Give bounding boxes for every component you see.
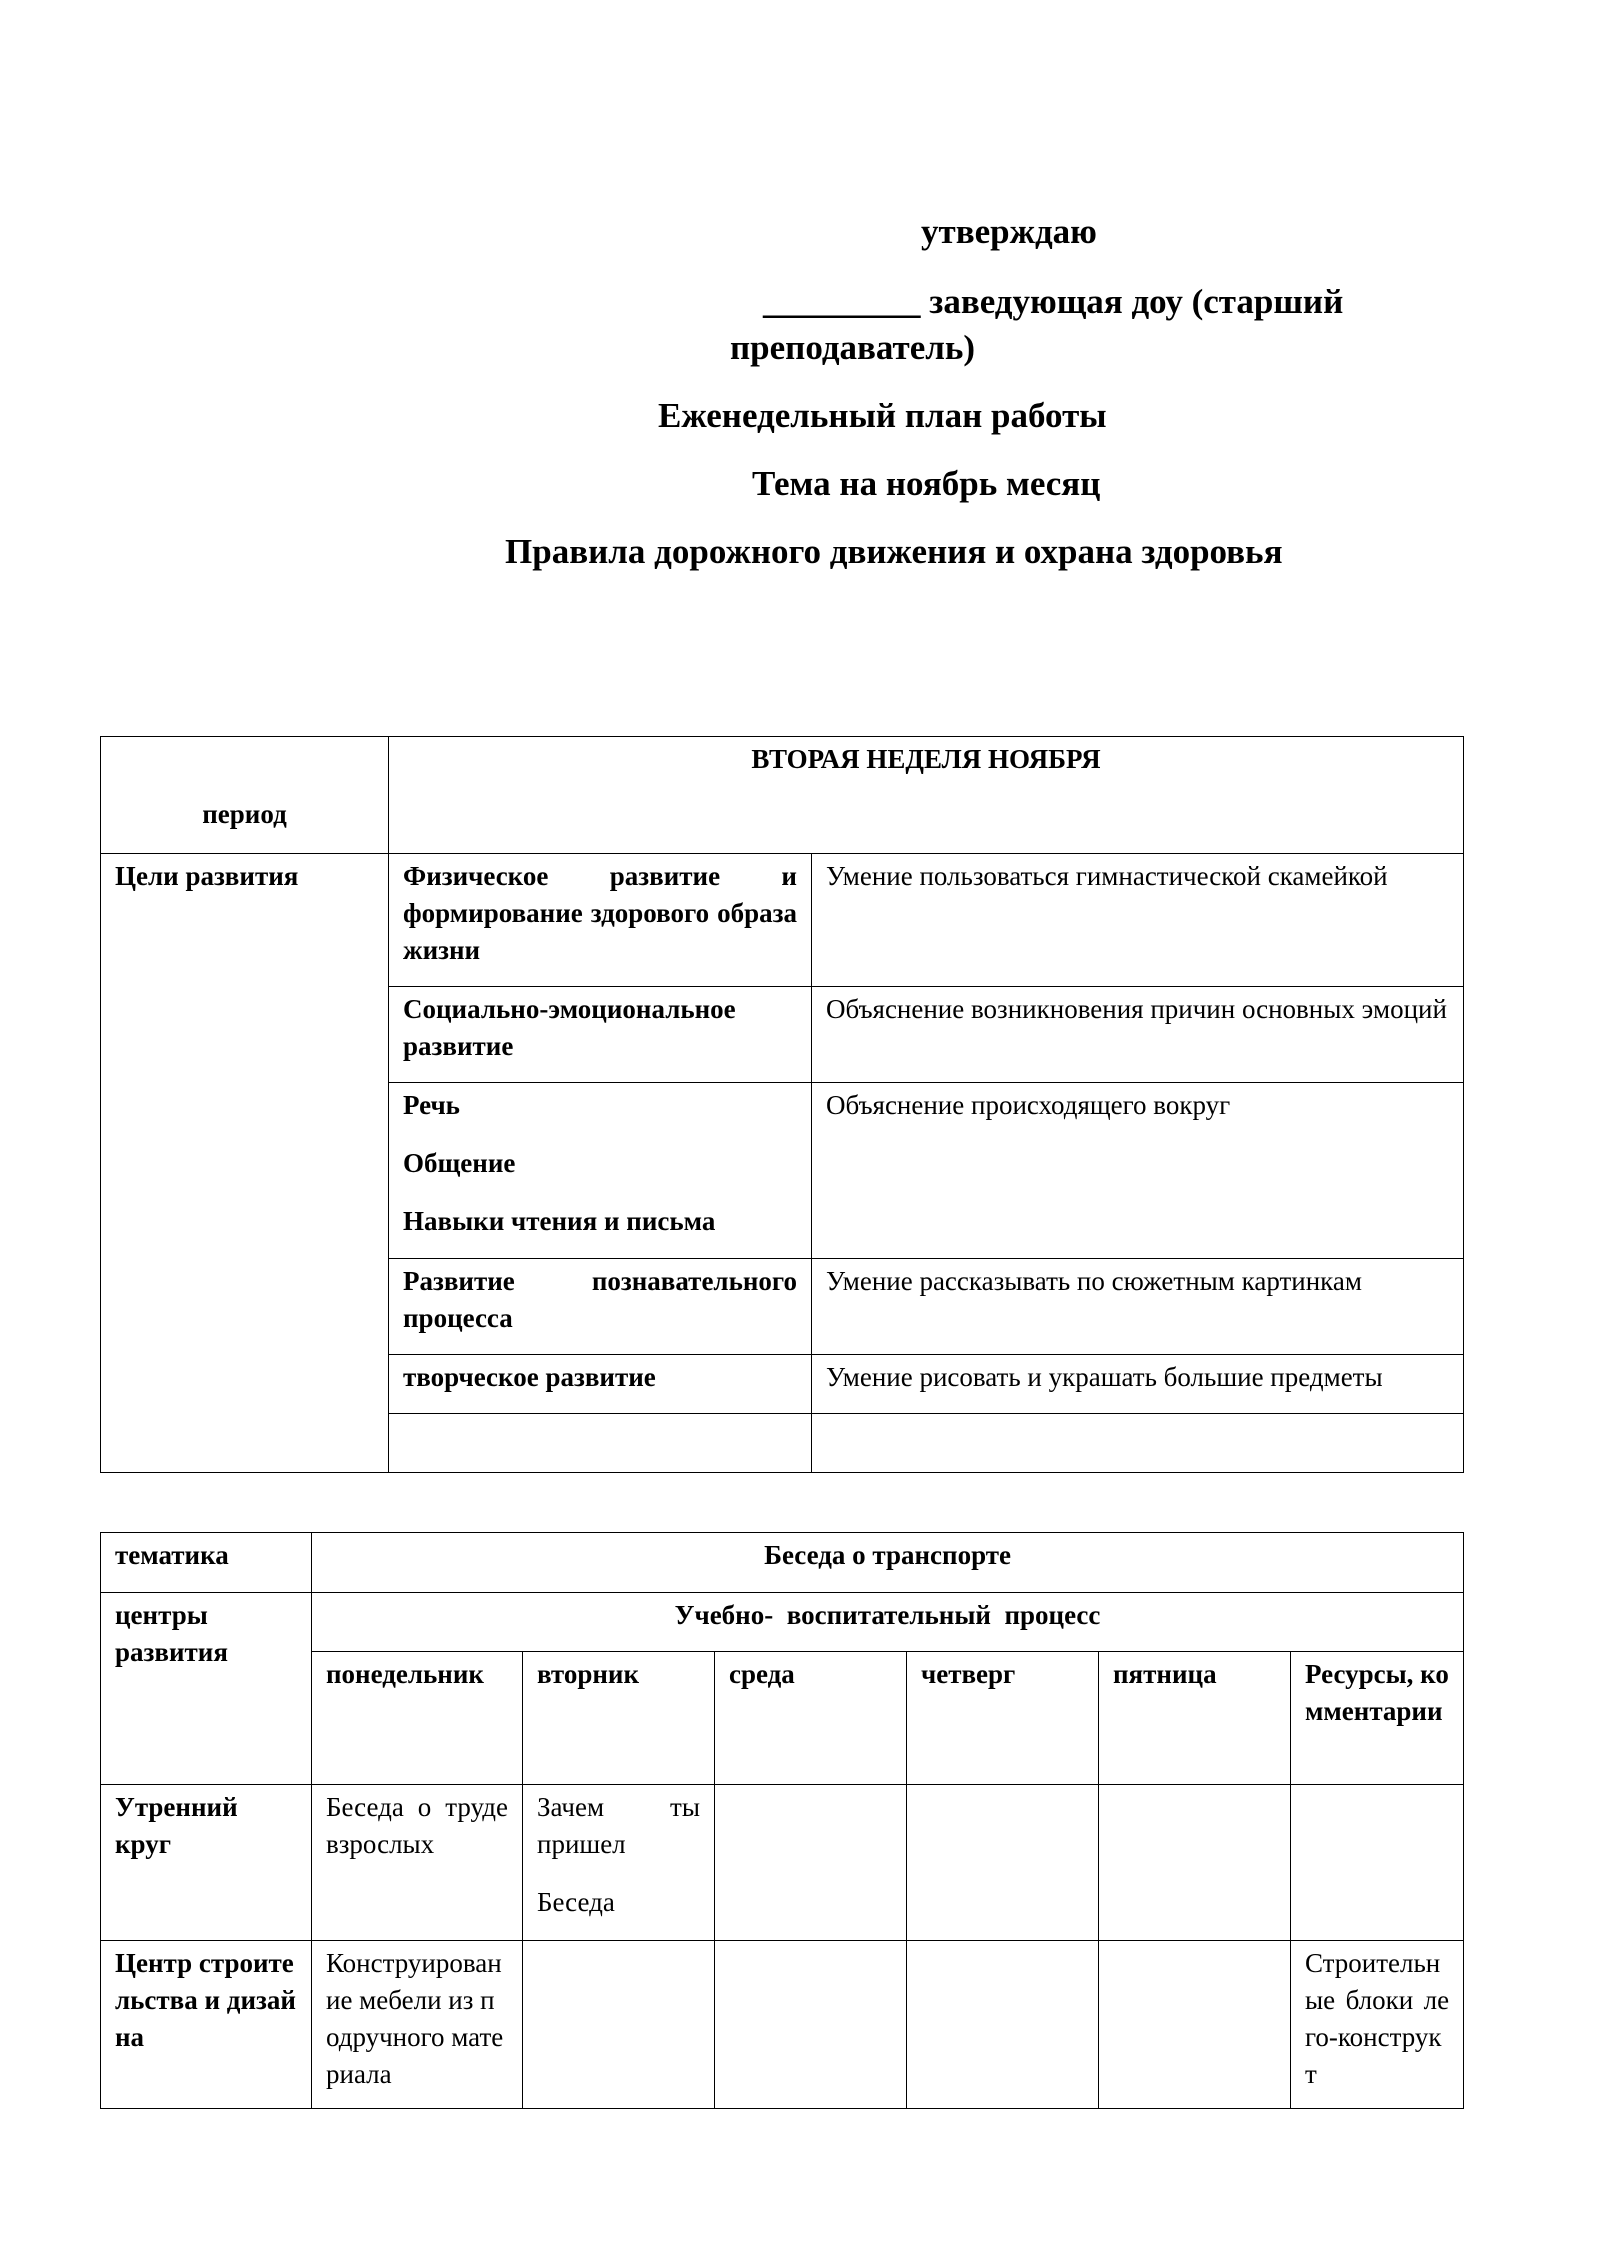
- day-wednesday: среда: [715, 1652, 907, 1785]
- area-cell: [389, 987, 812, 1083]
- area-text: Общение: [403, 1148, 516, 1178]
- resources-cell: [1291, 1785, 1464, 1941]
- process-header: Учебно- воспитательный процесс: [312, 1593, 1464, 1652]
- row-label-morning-circle: Утренний круг: [101, 1785, 312, 1941]
- day-friday: пятница: [1099, 1652, 1291, 1785]
- weekly-goals-table: [100, 736, 1464, 1473]
- day-monday: понедельник: [312, 1652, 523, 1785]
- row-label-construction-center: Центр строительства и дизайна: [101, 1941, 312, 2109]
- area-cell: [389, 1355, 812, 1414]
- head-signature-line-2: преподаватель): [730, 328, 976, 367]
- week-header: ВТОРАЯ НЕДЕЛЯ НОЯБРЯ: [389, 737, 1464, 854]
- day-tuesday: вторник: [523, 1652, 715, 1785]
- goal-cell: Умение рассказывать по сюжетным картинкам: [812, 1259, 1464, 1355]
- friday-cell: [1099, 1785, 1291, 1941]
- goal-cell: Умение пользоваться гимнастической скамейкой: [812, 854, 1464, 987]
- rules-title: Правила дорожного движения и охрана здоровья: [505, 532, 1283, 571]
- topic-value: Беседа о транспорте: [312, 1533, 1464, 1593]
- cell-text: Зачем ты пришел: [537, 1792, 700, 1859]
- area-cell: [389, 1259, 812, 1355]
- area-text: Навыки чтения и письма: [403, 1206, 716, 1236]
- thursday-cell: [907, 1785, 1099, 1941]
- area-text: Речь: [403, 1090, 460, 1120]
- empty-cell: [389, 1414, 812, 1473]
- goal-cell: Умение рисовать и украшать большие предметы: [812, 1355, 1464, 1414]
- goal-cell: Объяснение возникновения причин основных эмоций: [812, 987, 1464, 1083]
- friday-cell: [1099, 1941, 1291, 2109]
- centers-label: центры развития: [101, 1593, 312, 1785]
- period-header: период: [101, 737, 389, 854]
- wednesday-cell: [715, 1941, 907, 2109]
- tuesday-cell: [523, 1785, 715, 1941]
- topic-label: тематика: [101, 1533, 312, 1593]
- thursday-cell: [907, 1941, 1099, 2109]
- tuesday-cell: [523, 1941, 715, 2109]
- plan-title: Еженедельный план работы: [658, 396, 1107, 435]
- area-cell: [389, 1083, 812, 1259]
- area-text: Развитие познавательного процесса: [403, 1266, 797, 1333]
- weekly-schedule-table: [100, 1532, 1464, 2109]
- area-text: Физическое развитие и формирование здорового образа жизни: [403, 861, 797, 965]
- head-signature-line: _________ заведующая доу (старший: [763, 282, 1344, 321]
- wednesday-cell: [715, 1785, 907, 1941]
- theme-title: Тема на ноябрь месяц: [752, 464, 1101, 503]
- area-text: Социально-эмоциональное развитие: [403, 994, 736, 1061]
- day-thursday: четверг: [907, 1652, 1099, 1785]
- approval-title: утверждаю: [921, 212, 1097, 251]
- area-cell: [389, 854, 812, 987]
- cell-text: Беседа: [537, 1887, 615, 1917]
- area-text: творческое развитие: [403, 1362, 656, 1392]
- goal-cell: Объяснение происходящего вокруг: [812, 1083, 1464, 1259]
- goals-label: Цели развития: [101, 854, 389, 1473]
- empty-cell: [812, 1414, 1464, 1473]
- resources-cell: Строительные блоки лего-конструкт: [1291, 1941, 1464, 2109]
- resources-header: Ресурсы, комментарии: [1291, 1652, 1464, 1785]
- monday-cell: Конструирование мебели из подручного материала: [312, 1941, 523, 2109]
- monday-cell: Беседа о труде взрослых: [312, 1785, 523, 1941]
